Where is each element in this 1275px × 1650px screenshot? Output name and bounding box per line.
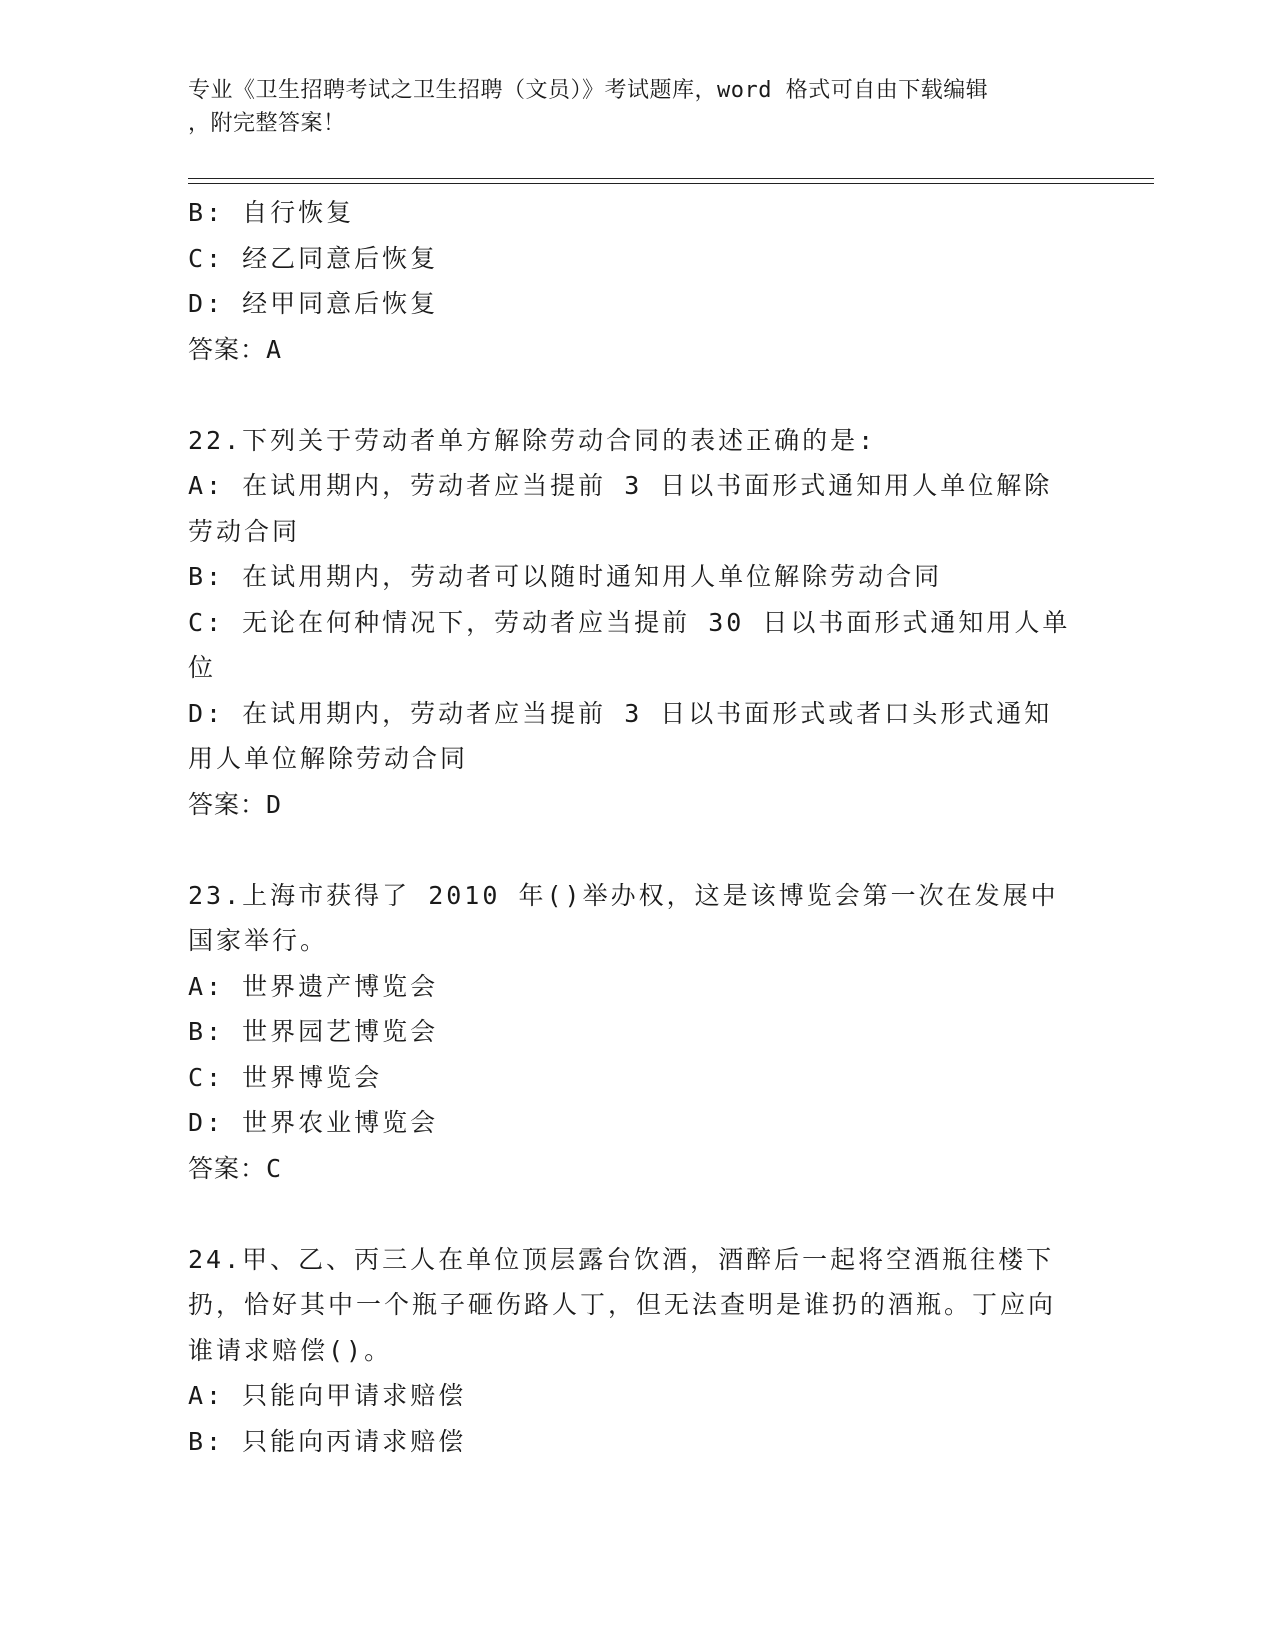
answer-label: 答案：: [188, 334, 267, 364]
header-divider-top: [188, 178, 1154, 179]
question-23: [188, 873, 1078, 1192]
answer-line: [188, 782, 1078, 828]
answer-line: [188, 1146, 1078, 1192]
option-a: A: 只能向甲请求赔偿: [188, 1381, 467, 1410]
answer-line: [188, 327, 1078, 373]
answer-value: A: [266, 334, 283, 364]
header-line-1: 专业《卫生招聘考试之卫生招聘（文员）》考试题库，word 格式可自由下载编辑: [188, 78, 989, 103]
question-21-tail: [188, 190, 1078, 372]
option-b: B: 只能向丙请求赔偿: [188, 1426, 467, 1456]
option-c: C: 经乙同意后恢复: [188, 243, 439, 273]
answer-value: D: [266, 789, 283, 819]
header-line-2: ，附完整答案！: [188, 111, 346, 136]
option-b: B: 自行恢复: [188, 198, 355, 227]
option-b: B: 世界园艺博览会: [188, 1017, 439, 1046]
option-a: A: 在试用期内，劳动者应当提前 3 日以书面形式通知用人单位解除劳动合同: [188, 471, 1053, 546]
option-c: C: 无论在何种情况下，劳动者应当提前 30 日以书面形式通知用人单位: [188, 607, 1071, 682]
option-d: D: 经甲同意后恢复: [188, 289, 439, 318]
document-header: [188, 74, 1068, 140]
option-d: D: 在试用期内，劳动者应当提前 3 日以书面形式或者口头形式通知用人单位解除劳动合同: [188, 698, 1053, 773]
question-list: [188, 190, 1078, 1464]
answer-value: C: [266, 1153, 283, 1183]
answer-label: 答案：: [188, 1153, 267, 1183]
question-22: [188, 418, 1078, 828]
question-stem: 23.上海市获得了 2010 年()举办权，这是该博览会第一次在发展中国家举行。: [188, 880, 1059, 955]
question-24: [188, 1237, 1078, 1465]
question-stem: 22.下列关于劳动者单方解除劳动合同的表述正确的是:: [188, 425, 877, 455]
option-b: B: 在试用期内，劳动者可以随时通知用人单位解除劳动合同: [188, 562, 943, 591]
answer-label: 答案：: [188, 789, 267, 819]
option-c: C: 世界博览会: [188, 1062, 383, 1092]
option-d: D: 世界农业博览会: [188, 1108, 439, 1137]
question-stem: 24.甲、乙、丙三人在单位顶层露台饮酒，酒醉后一起将空酒瓶往楼下扔，恰好其中一个瓶子砸伤路人丁，但无法查明是谁扔的酒瓶。丁应向谁请求赔偿()。: [188, 1244, 1057, 1365]
option-a: A: 世界遗产博览会: [188, 971, 439, 1001]
header-divider-bottom: [188, 183, 1154, 184]
